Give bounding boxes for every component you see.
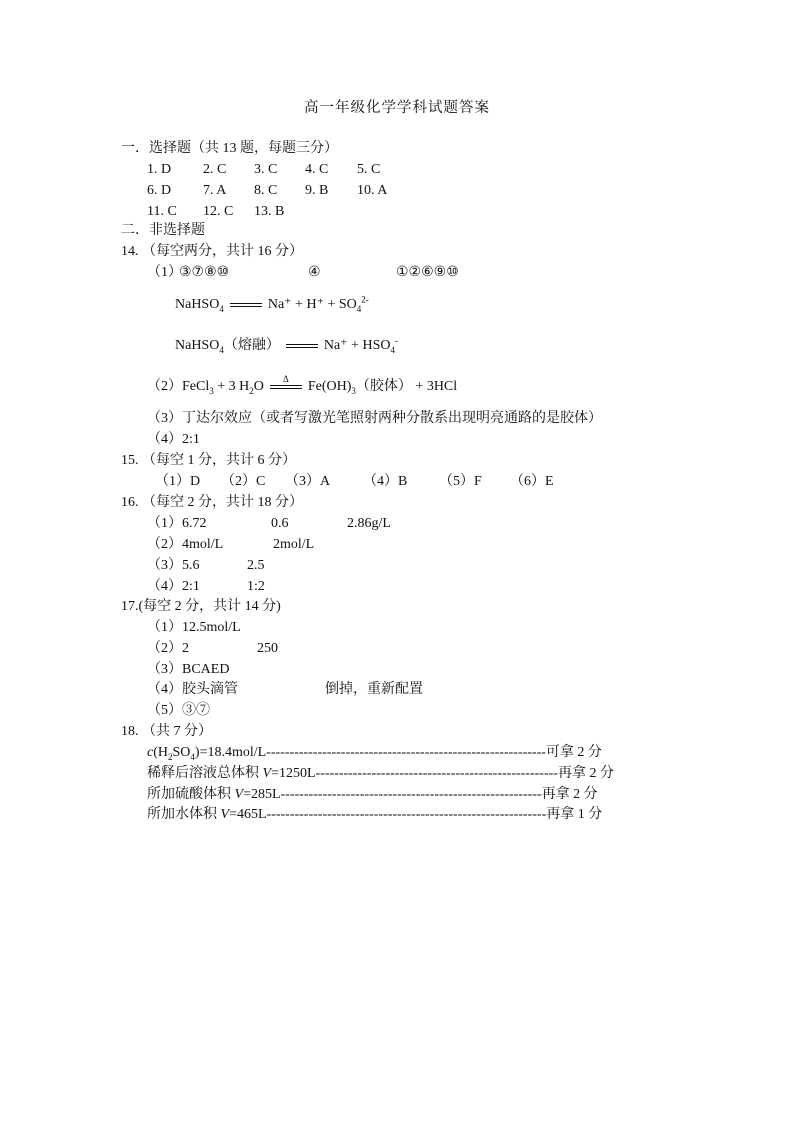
q18-line-2: 稀释后溶液总体积 V=1250L----------------------------------------------------再拿 2 分 (147, 766, 614, 781)
answer-4: 4. C (305, 162, 329, 177)
q15-answer-4: （4）B (363, 474, 408, 489)
q15-answer-6: （6）E (510, 474, 554, 489)
q15-answer-5: （5）F (439, 474, 482, 489)
q14-p4: （4）2:1 (147, 432, 200, 447)
answer-10: 10. A (357, 183, 388, 198)
section1-heading: 一．选择题（共 13 题，每题三分） (121, 141, 338, 156)
q14-p1-answer-b: ④ (308, 265, 321, 280)
section2-heading: 二．非选择题 (121, 223, 205, 238)
q16-heading: 16. （每空 2 分，共计 18 分） (121, 495, 303, 510)
q15-answer-2: （2）C (221, 474, 266, 489)
q17-r4-b: 倒掉，重新配置 (325, 682, 423, 697)
answer-1: 1. D (147, 162, 172, 177)
answer-13: 13. B (254, 204, 285, 219)
q17-r3: （3）BCAED (147, 662, 230, 677)
q15-answer-1: （1）D (155, 474, 201, 489)
q17-r2-b: 250 (257, 641, 278, 656)
answer-9: 9. B (305, 183, 329, 198)
q14-p1-label: （1） (147, 265, 182, 280)
q16-r2-a: （2）4mol/L (147, 537, 224, 552)
q14-p1-answer-c: ①②⑥⑨⑩ (396, 265, 459, 280)
q14-equation-2: NaHSO$_4$（熔融） $Na^+ + HSO_4^-$ (175, 335, 398, 355)
q15-answer-3: （3）A (285, 474, 331, 489)
q18-line-3: 所加硫酸体积 V=285L--------------------------------------------------------再拿 2 分 (147, 787, 598, 802)
q15-heading: 15. （每空 1 分，共计 6 分） (121, 453, 296, 468)
answer-7: 7. A (203, 183, 227, 198)
page-title: 高一年级化学学科试题答案 (304, 100, 490, 116)
answer-2: 2. C (203, 162, 227, 177)
answer-5: 5. C (357, 162, 381, 177)
answer-3: 3. C (254, 162, 278, 177)
q17-r1: （1）12.5mol/L (147, 620, 241, 635)
answer-11: 11. C (147, 204, 177, 219)
q16-r2-b: 2mol/L (273, 537, 315, 552)
q17-r2-a: （2）2 (147, 641, 189, 656)
heat-arrow: Δ (270, 385, 302, 389)
q16-r4-b: 1:2 (247, 579, 265, 594)
q18-heading: 18. （共 7 分） (121, 724, 212, 739)
q14-p1-answer-a: ③⑦⑧⑩ (179, 265, 230, 280)
q16-r3-b: 2.5 (247, 558, 265, 573)
q16-r1-a: （1）6.72 (147, 516, 207, 531)
q14-heading: 14. （每空两分，共计 16 分） (121, 244, 303, 259)
answer-12: 12. C (203, 204, 234, 219)
q16-r3-a: （3）5.6 (147, 558, 200, 573)
q14-equation-1: NaHSO$_4$ $Na^+ + H^+ + SO_4^{2-}$ (175, 294, 369, 314)
q14-equation-3: （2）FeCl$_3$ + 3 $H_2O$ Δ $Fe(OH)_3$（胶体） + 3HCl (147, 373, 458, 396)
q17-r5: （5）③⑦ (147, 703, 210, 718)
q16-r1-c: 2.86g/L (347, 516, 391, 531)
q16-r1-b: 0.6 (271, 516, 289, 531)
q16-r4-a: （4）2:1 (147, 579, 200, 594)
q14-p3: （3）丁达尔效应（或者写激光笔照射两种分散系出现明亮通路的是胶体） (147, 411, 602, 426)
q18-line-4: 所加水体积 V=465L------------------------------------------------------------再拿 1 分 (147, 807, 603, 822)
q17-r4-a: （4）胶头滴管 (147, 682, 238, 697)
answer-6: 6. D (147, 183, 172, 198)
answer-8: 8. C (254, 183, 278, 198)
q17-heading: 17.(每空 2 分，共计 14 分) (121, 599, 281, 614)
q18-line-1: $c(H_2SO_4)=18.4mol/L------------------------------------------------------------$可拿 2 分 (147, 745, 602, 762)
